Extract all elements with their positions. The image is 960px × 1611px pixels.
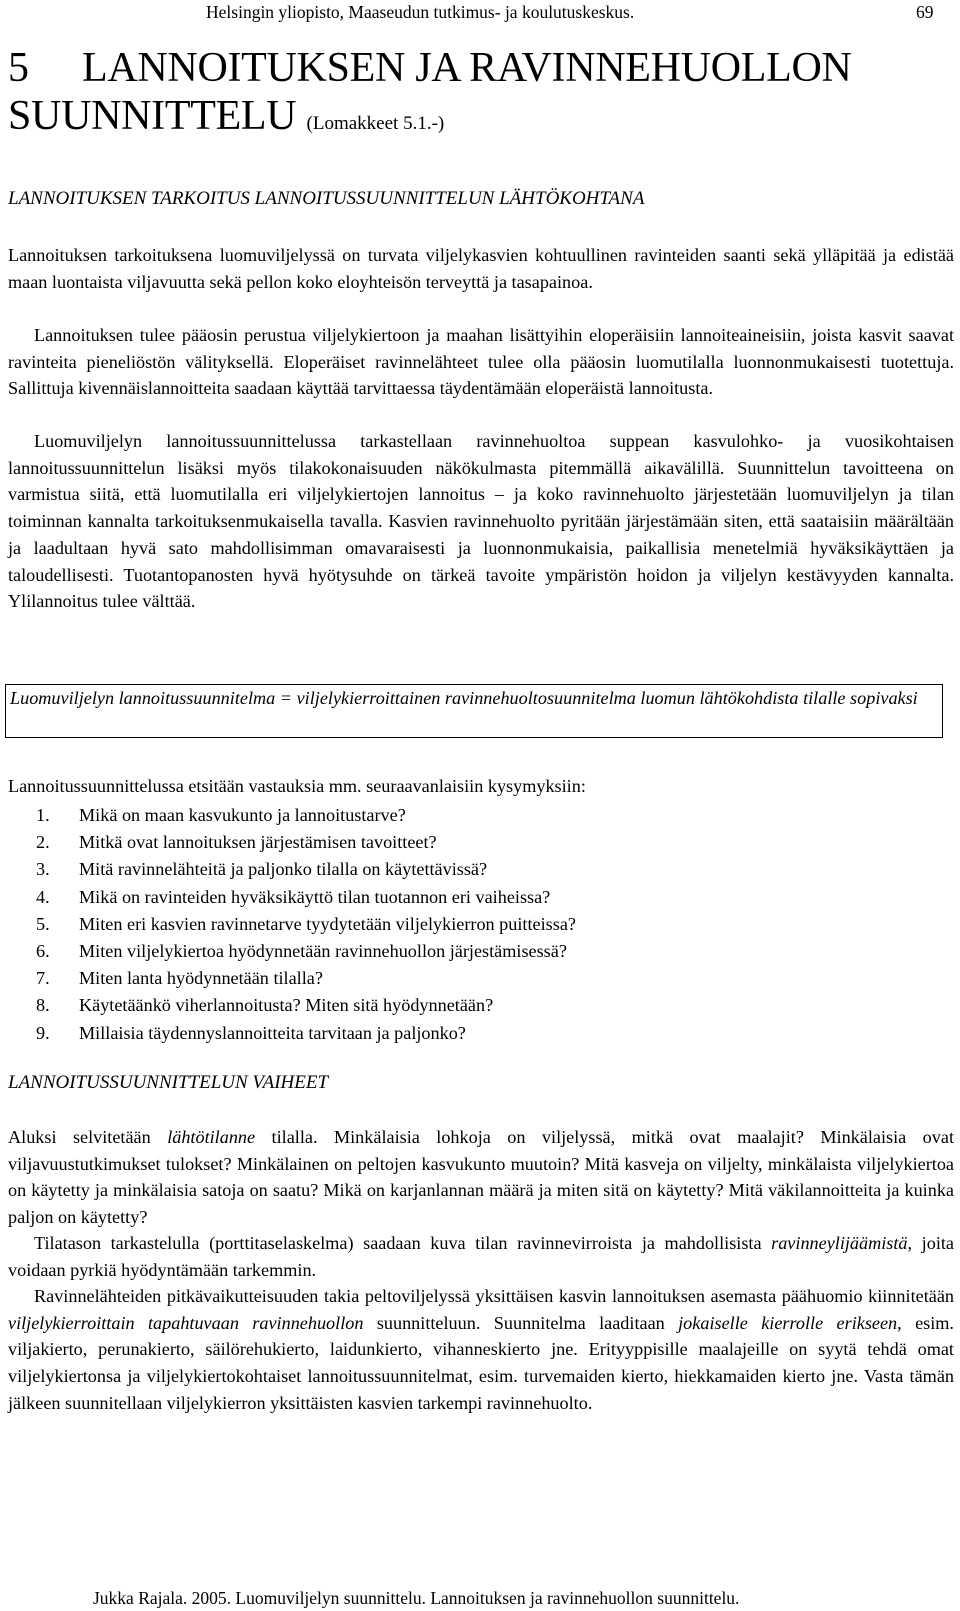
questions-intro: Lannoitussuunnittelussa etsitään vastauksia mm. seuraavanlaisiin kysymyksiin: xyxy=(8,776,586,796)
header-institution: Helsingin yliopisto, Maaseudun tutkimus- ja koulutuskeskus. xyxy=(206,2,635,22)
question-text: Miten viljelykiertoa hyödynnetään ravinnehuollon järjestämisessä? xyxy=(79,940,567,961)
question-number: 2. xyxy=(36,832,50,853)
paragraph-starting-point: Aluksi selvitetään lähtötilanne tilalla. Minkälaisia lohkoja on viljelyssä, mitkä ovat maalajit? Minkälaisia ovat viljavuustutkimukset tulokset? Minkälainen on peltojen kasvukunto muutoin? Mitä kasveja on viljelty, minkälaista viljelykiertoa on käytetty ja minkälaisia satoja on saatu? Mikä on karjanlannan määrä ja miten sitä on käytetty? Mitä väkilannoitteita ja kuinka paljon on käytetty? xyxy=(8,1127,954,1228)
questions-list xyxy=(0,802,940,1047)
question-text: Mikä on ravinteiden hyväksikäyttö tilan tuotannon eri vaiheissa? xyxy=(79,886,551,907)
list-item xyxy=(0,829,940,856)
chapter-title xyxy=(8,44,948,148)
question-text: Mitä ravinnelähteitä ja paljonko tilalla on käytettävissä? xyxy=(79,859,488,880)
paragraph-crop-rotation: Ravinnelähteiden pitkävaikutteisuuden takia peltoviljelyssä yksittäisen kasvin lannoituksen asemasta päähuomio kiinnitetään viljelykierroittain tapahtuvaan ravinnehuollon suunnitteluun. Suunnitelma laaditaan jokaiselle kierrolle erikseen, esim. viljakierto, perunakierto, säilörehukierto, laidunkierto, vihanneskierto jne. Erityyppisille maalajeille on syytä tehdä omat viljelykiertonsa ja viljelykiertokohtaiset lannoitussuunnitelmat, esim. turvemaiden kierto, hiekkamaiden kierto jne. Vasta tämän jälkeen suunnitellaan viljelykierron yksittäisten kasvien tarkempi ravinnehuolto. xyxy=(8,1286,954,1413)
section-heading-phases: LANNOITUSSUUNNITTELUN VAIHEET xyxy=(8,1072,329,1093)
question-text: Miten eri kasvien ravinnetarve tyydytetään viljelykierron puitteissa? xyxy=(79,913,576,934)
list-item xyxy=(0,911,940,938)
list-item xyxy=(0,1020,940,1047)
running-header xyxy=(0,2,960,26)
question-text: Käytetäänkö viherlannoitusta? Miten sitä hyödynnetään? xyxy=(79,995,494,1016)
list-item xyxy=(0,938,940,965)
question-number: 8. xyxy=(36,995,50,1016)
page-footer xyxy=(0,1588,960,1611)
chapter-number: 5 xyxy=(8,45,29,91)
list-item xyxy=(0,856,940,883)
paragraph-farm-balance: Tilatason tarkastelulla (porttitaselaskelma) saadaan kuva tilan ravinnevirroista ja mahdollisista ravinneylijäämistä, joita voidaan pyrkiä hyödyntämään tarkemmin. xyxy=(8,1233,954,1280)
chapter-title-text2: SUUNNITTELU xyxy=(8,93,297,139)
question-number: 4. xyxy=(36,886,50,907)
page-number: 69 xyxy=(916,2,934,22)
section-heading-purpose: LANNOITUKSEN TARKOITUS LANNOITUSSUUNNITTELUN LÄHTÖKOHTANA xyxy=(8,188,645,209)
question-text: Millaisia täydennyslannoitteita tarvitaan ja paljonko? xyxy=(79,1022,466,1043)
question-number: 5. xyxy=(36,913,50,934)
question-number: 6. xyxy=(36,940,50,961)
question-number: 1. xyxy=(36,805,50,825)
chapter-title-text1: LANNOITUKSEN JA RAVINNEHUOLLON xyxy=(82,45,852,91)
chapter-title-line1 xyxy=(8,44,948,92)
question-text: Mikä on maan kasvukunto ja lannoitustarve? xyxy=(79,805,406,825)
chapter-title-line2 xyxy=(8,92,948,148)
footer-citation: Jukka Rajala. 2005. Luomuviljelyn suunnittelu. Lannoituksen ja ravinnehuollon suunnittelu. xyxy=(93,1588,740,1608)
question-number: 7. xyxy=(36,968,50,989)
question-text: Miten lanta hyödynnetään tilalla? xyxy=(79,968,323,989)
paragraph-purpose: Lannoituksen tarkoituksena luomuviljelyssä on turvata viljelykasvien kohtuullinen ravinteiden saanti sekä ylläpitää ja edistää maan luontaista viljavuutta sekä pellon koko eloyhteisön terveyttä ja tasapainoa. xyxy=(8,245,954,292)
question-number: 3. xyxy=(36,859,50,880)
list-item xyxy=(0,884,940,911)
definition-box: Luomuviljelyn lannoitussuunnitelma = viljelykierroittainen ravinnehuoltosuunnitelma luomun lähtökohdista tilalle sopivaksi xyxy=(5,684,943,738)
question-text: Mitkä ovat lannoituksen järjestämisen tavoitteet? xyxy=(79,832,437,853)
list-item xyxy=(0,992,940,1019)
paragraph-planning: Luomuviljelyn lannoitussuunnittelussa tarkastellaan ravinnehuoltoa suppean kasvulohko- ja vuosikohtaisen lannoitussuunnittelun lisäksi myös tilakokonaisuuden näkökulmasta pitemmällä aikavälillä. Suunnittelun tavoitteena on varmistua siitä, että luomutilalla eri viljelykiertojen lannoitus – ja koko ravinnehuolto järjestetään luomuviljelyn ja tilan toiminnan kannalta tarkoituksenmukaisella tavalla. Kasvien ravinnehuolto pyritään järjestämään siten, että saataisiin määrältään ja laadultaan hyvä sato mahdollisimman omavaraisesti ja luonnonmukaisia, paikallisia menetelmiä hyväksikäyttäen ja taloudellisesti. Tuotantopanosten hyvä hyötysuhde on tärkeä tavoite ympäristön hoidon ja viljelyn kestävyyden kannalta. Ylilannoitus tulee välttää. xyxy=(8,431,954,612)
paragraph-basis: Lannoituksen tulee pääosin perustua viljelykiertoon ja maahan lisättyihin eloperäisiin lannoiteaineisiin, joista kasvit saavat ravinteita pieneliöstön välityksellä. Eloperäiset ravinnelähteet tulee olla pääosin luomutilalla luonnonmukaisesti tuotettuja. Sallittuja kivennäislannoitteita saadaan käyttää tarvittaessa täydentämään eloperäistä lannoitusta. xyxy=(8,325,954,399)
question-number: 9. xyxy=(36,1022,50,1043)
list-item xyxy=(0,965,940,992)
chapter-form-reference: (Lomakkeet 5.1.-) xyxy=(306,113,445,134)
list-item xyxy=(0,802,940,829)
